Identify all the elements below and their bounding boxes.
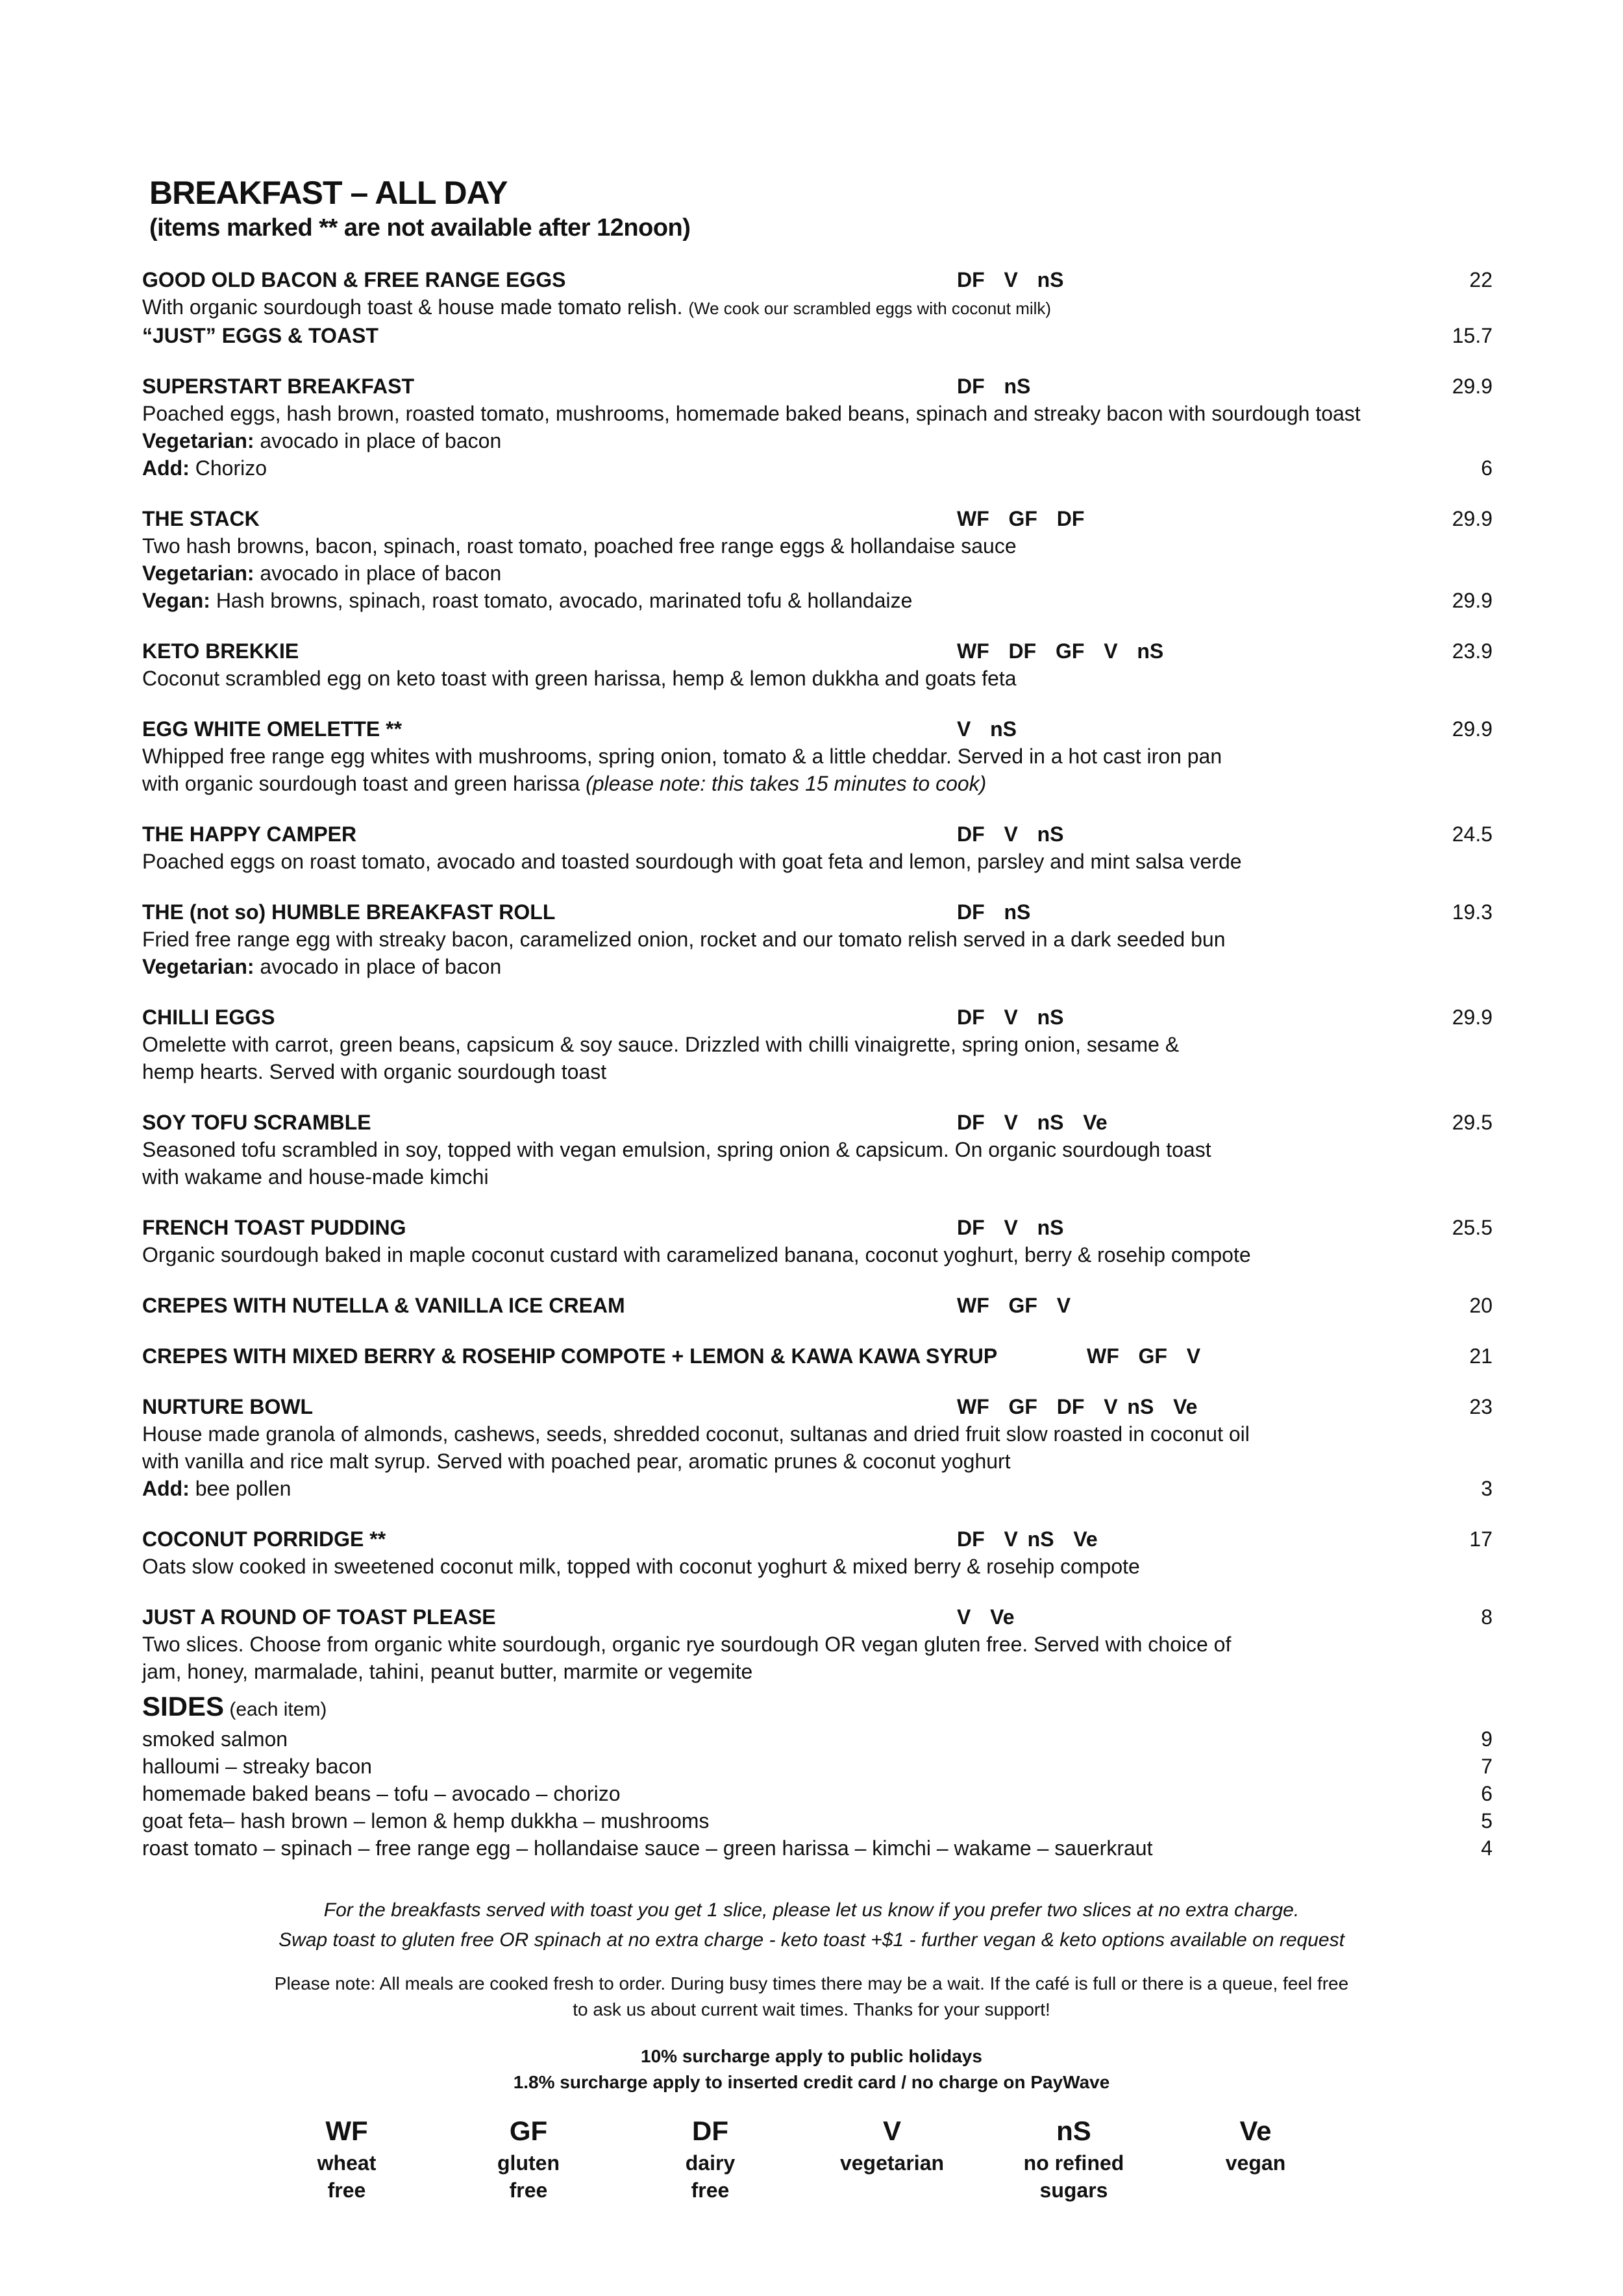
add-on-price: 3	[1481, 1477, 1493, 1500]
item-name: THE HAPPY CAMPER	[142, 822, 357, 846]
side-row: roast tomato – spinach – free range egg – hollandaise sauce – green harissa – kimchi – wakame – sauerkraut 4	[142, 1834, 1493, 1862]
item-variant-name: “JUST” EGGS & TOAST	[142, 324, 378, 347]
item-add-on: Add: bee pollen 3	[142, 1475, 1493, 1502]
breakfast-menu	[142, 266, 1493, 1709]
menu-item-french-toast	[142, 1214, 1493, 1268]
side-price: 6	[1481, 1782, 1493, 1805]
wait-note-line-1: Please note: All meals are cooked fresh to order. During busy times there may be a wait. If the café is full or there is a queue, feel free	[274, 1973, 1349, 1994]
menu-item-happy-camper	[142, 821, 1493, 875]
item-dietary-tags: V nS	[957, 717, 1017, 741]
item-add-on: Add: Chorizo 6	[142, 454, 1493, 482]
page-subtitle: (items marked ** are not available after 12noon)	[149, 214, 691, 241]
item-price: 17	[1469, 1527, 1493, 1551]
side-row: homemade baked beans – tofu – avocado – chorizo 6	[142, 1780, 1493, 1807]
item-description: With organic sourdough toast & house made tomato relish. (We cook our scrambled eggs with coconut milk)	[142, 295, 1052, 319]
item-name: COCONUT PORRIDGE **	[142, 1527, 386, 1551]
item-price: 29.9	[1452, 375, 1493, 398]
item-description-2: jam, honey, marmalade, tahini, peanut butter, marmite or vegemite	[142, 1660, 753, 1683]
item-price: 20	[1469, 1294, 1493, 1317]
menu-item-crepes-nutella	[142, 1292, 1493, 1319]
menu-item-keto	[142, 637, 1493, 692]
item-description: Poached eggs on roast tomato, avocado and toasted sourdough with goat feta and lemon, parsley and mint salsa verde	[142, 850, 1242, 873]
sides-section	[142, 1693, 1493, 1862]
item-dietary-tags: WF GF V	[1087, 1344, 1201, 1368]
menu-item-superstart	[142, 373, 1493, 482]
item-name: SUPERSTART BREAKFAST	[142, 375, 414, 398]
menu-item-bacon-eggs	[142, 266, 1493, 349]
item-vegetarian-option: Vegetarian: avocado in place of bacon	[142, 429, 502, 452]
item-dietary-tags: DF V nS Ve	[957, 1527, 1098, 1551]
side-row: smoked salmon 9	[142, 1725, 1493, 1753]
item-name: EGG WHITE OMELETTE **	[142, 717, 403, 741]
item-price: 24.5	[1452, 822, 1493, 846]
menu-item-breakfast-roll	[142, 898, 1493, 980]
page-title: BREAKFAST – ALL DAY	[149, 175, 508, 211]
item-vegan-option: Vegan: Hash browns, spinach, roast tomato, avocado, marinated tofu & hollandaize 29.9	[142, 587, 1493, 614]
item-name: CHILLI EGGS	[142, 1006, 275, 1029]
legend-item-ve: Ve vegan	[1225, 2116, 1286, 2175]
item-name: SOY TOFU SCRAMBLE	[142, 1111, 371, 1134]
item-dietary-tags: V Ve	[957, 1605, 1015, 1629]
item-description: Omelette with carrot, green beans, capsicum & soy sauce. Drizzled with chilli vinaigrette, spring onion, sesame &	[142, 1033, 1180, 1056]
side-price: 5	[1481, 1809, 1493, 1833]
item-description: Poached eggs, hash brown, roasted tomato, mushrooms, homemade baked beans, spinach and streaky bacon with sourdough toast	[142, 402, 1361, 425]
toast-note-line-2: Swap toast to gluten free OR spinach at no extra charge - keto toast +$1 - further vegan & keto options available on request	[279, 1929, 1344, 1951]
legend-item-v: V vegetarian	[839, 2116, 945, 2175]
item-dietary-tags: DF nS	[957, 900, 1031, 924]
item-dietary-tags: DF V nS	[957, 1216, 1064, 1239]
menu-item-omelette	[142, 715, 1493, 797]
item-description: Seasoned tofu scrambled in soy, topped with vegan emulsion, spring onion & capsicum. On organic sourdough toast	[142, 1138, 1211, 1161]
item-name: NURTURE BOWL	[142, 1395, 314, 1418]
item-price: 8	[1481, 1605, 1493, 1629]
item-description-2: hemp hearts. Served with organic sourdough toast	[142, 1060, 607, 1083]
side-price: 4	[1481, 1836, 1493, 1860]
item-dietary-tags: DF V nS	[957, 268, 1064, 291]
sides-heading: SIDES (each item)	[142, 1691, 327, 1722]
item-vegetarian-option: Vegetarian: avocado in place of bacon	[142, 955, 502, 978]
menu-item-chilli-eggs	[142, 1004, 1493, 1085]
item-dietary-tags: WF DF GF V nS	[957, 639, 1164, 663]
item-name: GOOD OLD BACON & FREE RANGE EGGS	[142, 268, 566, 291]
item-description: Fried free range egg with streaky bacon, caramelized onion, rocket and our tomato relish served in a dark seeded bun	[142, 928, 1226, 951]
item-description: Whipped free range egg whites with mushrooms, spring onion, tomato & a little cheddar. Served in a hot cast iron pan	[142, 745, 1222, 768]
menu-item-coconut-porridge	[142, 1525, 1493, 1580]
item-price: 29.9	[1452, 717, 1493, 741]
side-row: goat feta– hash brown – lemon & hemp dukkha – mushrooms 5	[142, 1807, 1493, 1834]
item-dietary-tags: WF GF DF	[957, 507, 1085, 530]
surcharge-line-1: 10% surcharge apply to public holidays	[641, 2046, 982, 2066]
item-price: 22	[1469, 268, 1493, 291]
item-name: KETO BREKKIE	[142, 639, 299, 663]
add-on-price: 6	[1481, 456, 1493, 480]
menu-item-toast	[142, 1603, 1493, 1685]
item-variant-price: 15.7	[1452, 324, 1493, 347]
legend-item-ns: nS no refined sugars	[1023, 2116, 1124, 2202]
vegan-price: 29.9	[1452, 589, 1493, 612]
item-description: House made granola of almonds, cashews, seeds, shredded coconut, sultanas and dried fruit slow roasted in coconut oil	[142, 1422, 1250, 1446]
legend-item-gf: GF gluten free	[497, 2116, 560, 2202]
wait-note	[0, 1971, 1623, 2023]
item-note: (We cook our scrambled eggs with coconut milk)	[688, 299, 1052, 318]
item-price: 29.5	[1452, 1111, 1493, 1134]
side-price: 9	[1481, 1727, 1493, 1751]
item-dietary-tags: WF GF DF V nS Ve	[957, 1395, 1198, 1418]
item-description: Oats slow cooked in sweetened coconut milk, topped with coconut yoghurt & mixed berry & rosehip compote	[142, 1555, 1140, 1578]
item-price: 29.9	[1452, 507, 1493, 530]
item-description-2: with wakame and house-made kimchi	[142, 1165, 489, 1189]
side-row: halloumi – streaky bacon 7	[142, 1753, 1493, 1780]
item-price: 19.3	[1452, 900, 1493, 924]
item-name: CREPES WITH MIXED BERRY & ROSEHIP COMPOTE + LEMON & KAWA KAWA SYRUP	[142, 1344, 998, 1368]
sides-note: (each item)	[224, 1699, 327, 1720]
item-description: Organic sourdough baked in maple coconut custard with caramelized banana, coconut yoghurt, berry & rosehip compote	[142, 1243, 1251, 1266]
menu-item-stack	[142, 505, 1493, 614]
item-description: Two slices. Choose from organic white sourdough, organic rye sourdough OR vegan gluten free. Served with choice of	[142, 1633, 1232, 1656]
item-name: THE (not so) HUMBLE BREAKFAST ROLL	[142, 900, 556, 924]
side-price: 7	[1481, 1755, 1493, 1778]
surcharge-note	[0, 2043, 1623, 2095]
item-description: Coconut scrambled egg on keto toast with green harissa, hemp & lemon dukkha and goats feta	[142, 667, 1017, 690]
menu-item-tofu-scramble	[142, 1109, 1493, 1191]
item-price: 23	[1469, 1395, 1493, 1418]
item-price: 21	[1469, 1344, 1493, 1368]
item-description-2: with organic sourdough toast and green harissa (please note: this takes 15 minutes to cook)	[142, 772, 987, 795]
item-vegetarian-option: Vegetarian: avocado in place of bacon	[142, 562, 502, 585]
wait-note-line-2: to ask us about current wait times. Thanks for your support!	[573, 1999, 1050, 2019]
menu-item-crepes-berry	[142, 1342, 1493, 1370]
item-note: (please note: this takes 15 minutes to cook)	[586, 772, 987, 795]
surcharge-line-2: 1.8% surcharge apply to inserted credit card / no charge on PayWave	[513, 2072, 1110, 2092]
legend-item-df: DF dairy free	[685, 2116, 736, 2202]
item-name: FRENCH TOAST PUDDING	[142, 1216, 406, 1239]
item-dietary-tags: DF V nS Ve	[957, 1111, 1108, 1134]
menu-item-nurture-bowl	[142, 1393, 1493, 1502]
item-name: CREPES WITH NUTELLA & VANILLA ICE CREAM	[142, 1294, 625, 1317]
item-dietary-tags: DF V nS	[957, 1006, 1064, 1029]
item-description-2: with vanilla and rice malt syrup. Served with poached pear, aromatic prunes & coconut yoghurt	[142, 1450, 1011, 1473]
item-description: Two hash browns, bacon, spinach, roast tomato, poached free range eggs & hollandaise sauce	[142, 534, 1017, 558]
item-dietary-tags: WF GF V	[957, 1294, 1071, 1317]
item-dietary-tags: DF nS	[957, 375, 1031, 398]
item-price: 23.9	[1452, 639, 1493, 663]
toast-note	[0, 1895, 1623, 1955]
item-price: 29.9	[1452, 1006, 1493, 1029]
toast-note-line-1: For the breakfasts served with toast you get 1 slice, please let us know if you prefer two slices at no extra charge.	[323, 1899, 1300, 1921]
item-dietary-tags: DF V nS	[957, 822, 1064, 846]
item-name: JUST A ROUND OF TOAST PLEASE	[142, 1605, 496, 1629]
item-name: THE STACK	[142, 507, 260, 530]
item-price: 25.5	[1452, 1216, 1493, 1239]
legend-item-wf: WF wheat free	[317, 2116, 377, 2202]
